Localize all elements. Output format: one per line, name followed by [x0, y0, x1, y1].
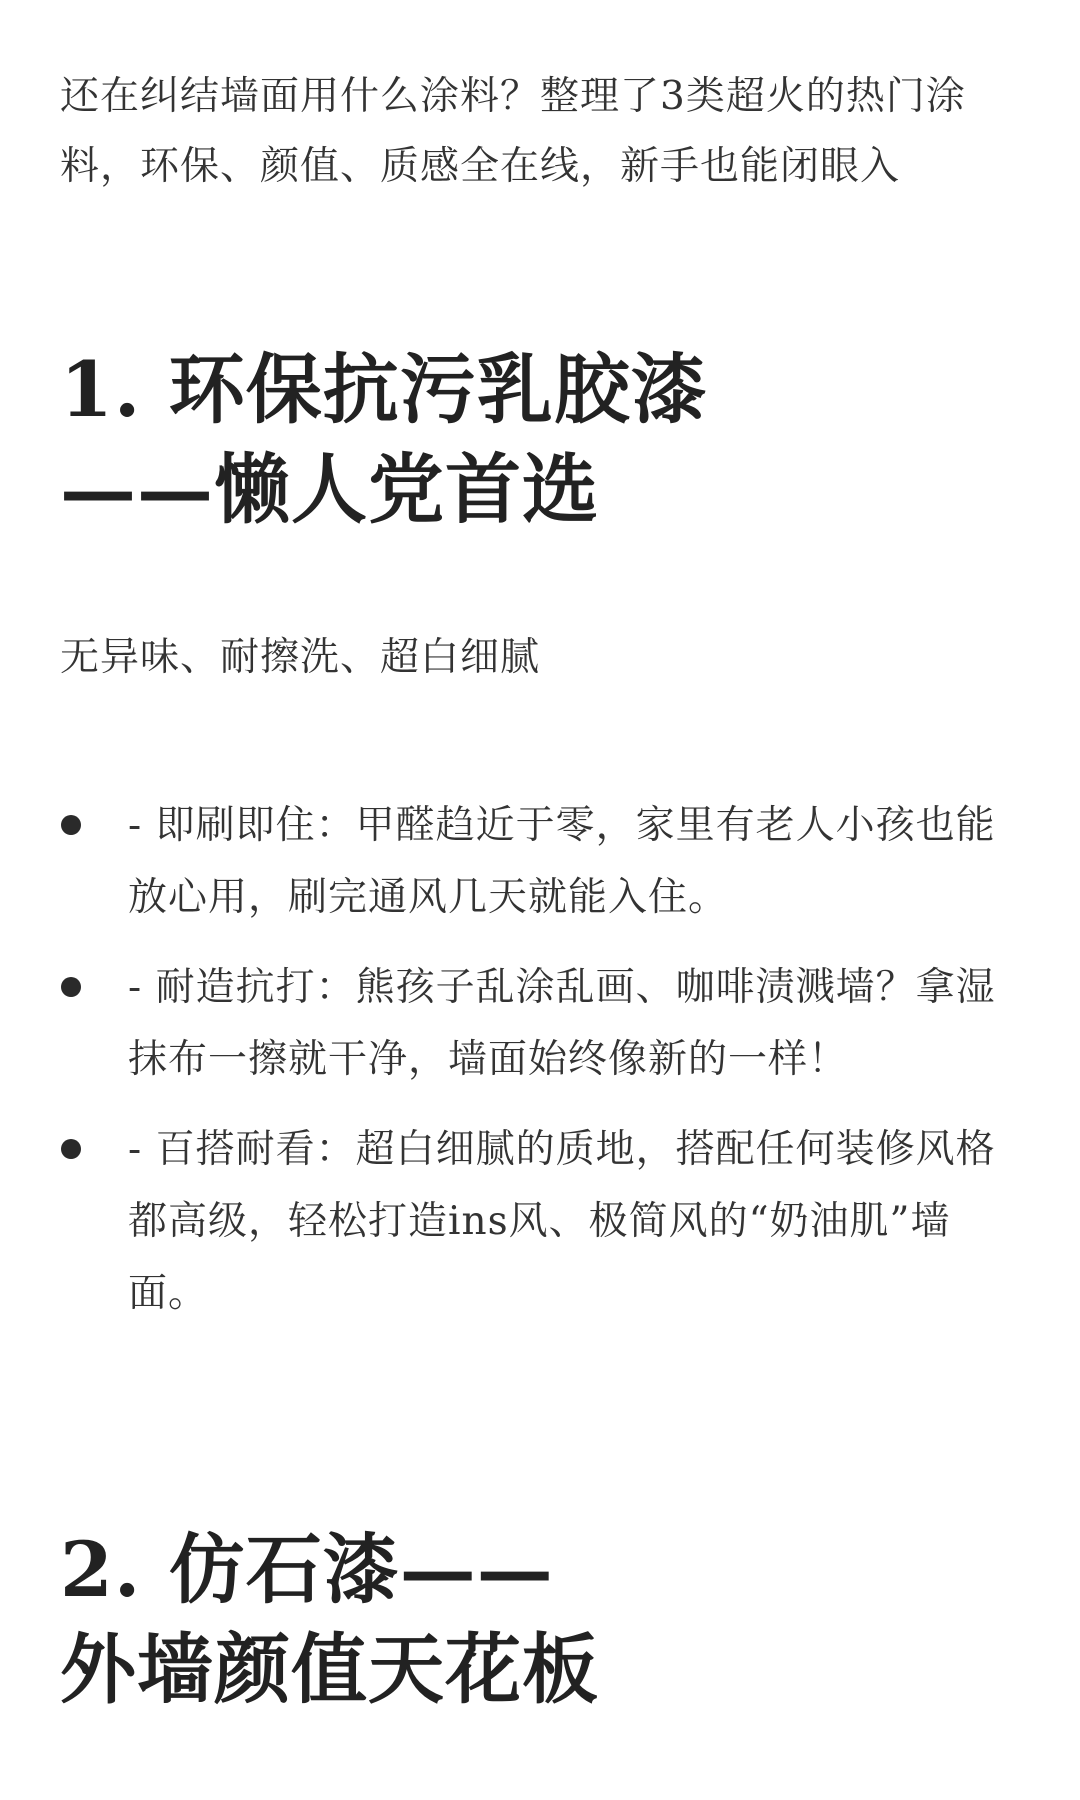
section-2-heading — [60, 1520, 599, 1720]
section-1-tagline: 无异味、耐擦洗、超白细腻 — [60, 635, 541, 680]
intro-line-2: 料，环保、颜值、质感全在线，新手也能闭眼入 — [60, 144, 901, 189]
section-2-title-line-1: 2. 仿石漆—— — [60, 1525, 554, 1614]
bullet-text: - 百搭耐看：超白细腻的质地，搭配任何装修风格都高级，轻松打造ins风、极简风的“奶油肌”墙面。 — [128, 1127, 996, 1316]
section-1-title-line-2: ——懒人党首选 — [60, 445, 599, 534]
intro-line-1: 还在纠结墙面用什么涂料？整理了3类超火的热门涂 — [60, 74, 966, 119]
bullet-item — [0, 952, 1080, 1096]
bullet-dot-icon — [61, 1139, 81, 1159]
bullet-item — [0, 790, 1080, 934]
bullet-dot-icon — [61, 977, 81, 997]
section-1-heading — [60, 340, 708, 540]
bullet-dot-icon — [61, 815, 81, 835]
section-2-title-line-2: 外墙颜值天花板 — [60, 1625, 599, 1714]
bullet-text: - 即刷即住：甲醛趋近于零，家里有老人小孩也能放心用，刷完通风几天就能入住。 — [128, 803, 996, 920]
feature-bullet-list — [0, 790, 1080, 1348]
bullet-text: - 耐造抗打：熊孩子乱涂乱画、咖啡渍溅墙？拿湿抹布一擦就干净，墙面始终像新的一样！ — [128, 965, 996, 1082]
bullet-item — [0, 1114, 1080, 1330]
section-1-title-line-1: 1. 环保抗污乳胶漆 — [60, 345, 708, 434]
intro-paragraph — [60, 62, 1025, 202]
